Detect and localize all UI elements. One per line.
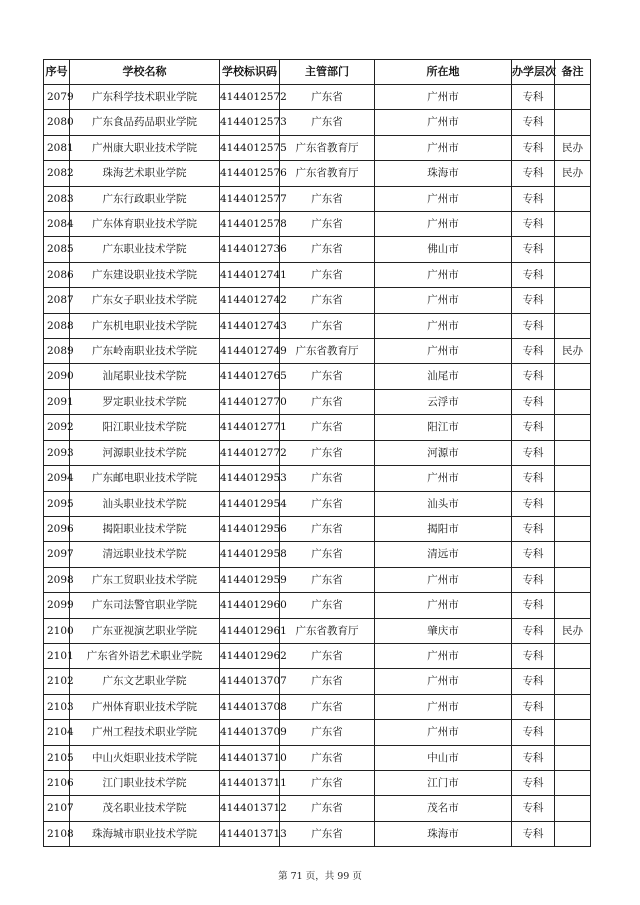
cell-level: 专科 [512,440,555,465]
cell-index: 2081 [44,135,70,160]
table-row [44,339,591,364]
cell-authority: 广东省 [280,720,375,745]
cell-school-name: 广东亚视演艺职业学院 [70,618,220,643]
cell-school-code: 4144012742 [220,288,280,313]
cell-school-name: 广东邮电职业技术学院 [70,466,220,491]
cell-school-name: 广东行政职业学院 [70,186,220,211]
cell-location: 广州市 [375,212,512,237]
university-table [43,59,591,847]
cell-school-code: 4144012956 [220,516,280,541]
table-row [44,618,591,643]
cell-location: 广州市 [375,643,512,668]
table-row [44,745,591,770]
cell-location: 清远市 [375,542,512,567]
cell-authority: 广东省 [280,440,375,465]
cell-school-code: 4144013711 [220,770,280,795]
cell-authority: 广东省 [280,237,375,262]
cell-authority: 广东省 [280,516,375,541]
cell-school-code: 4144012736 [220,237,280,262]
cell-location: 广州市 [375,85,512,110]
cell-index: 2096 [44,516,70,541]
cell-note [555,567,591,592]
cell-location: 广州市 [375,593,512,618]
cell-location: 广州市 [375,110,512,135]
cell-index: 2094 [44,466,70,491]
table-row [44,516,591,541]
table-row [44,186,591,211]
header-school-name: 学校名称 [70,60,220,85]
cell-index: 2104 [44,720,70,745]
header-note: 备注 [555,60,591,85]
table-row [44,466,591,491]
cell-authority: 广东省 [280,567,375,592]
cell-note [555,643,591,668]
cell-location: 广州市 [375,135,512,160]
cell-school-name: 江门职业技术学院 [70,770,220,795]
table-row [44,415,591,440]
cell-school-name: 罗定职业技术学院 [70,389,220,414]
table-row [44,491,591,516]
table-row [44,821,591,846]
cell-school-code: 4144012961 [220,618,280,643]
cell-index: 2079 [44,85,70,110]
cell-school-code: 4144012954 [220,491,280,516]
table-row [44,770,591,795]
cell-note [555,516,591,541]
cell-note [555,364,591,389]
header-level: 办学层次 [512,60,555,85]
cell-school-name: 广东机电职业技术学院 [70,313,220,338]
cell-school-name: 阳江职业技术学院 [70,415,220,440]
cell-school-name: 茂名职业技术学院 [70,796,220,821]
cell-school-code: 4144013710 [220,745,280,770]
page-footer: 第 71 页，共 99 页 [278,871,362,882]
cell-location: 广州市 [375,339,512,364]
cell-note [555,491,591,516]
table-row [44,313,591,338]
cell-index: 2106 [44,770,70,795]
cell-authority: 广东省 [280,796,375,821]
cell-note [555,542,591,567]
cell-authority: 广东省 [280,262,375,287]
cell-index: 2090 [44,364,70,389]
cell-authority: 广东省 [280,821,375,846]
cell-index: 2099 [44,593,70,618]
cell-note: 民办 [555,339,591,364]
cell-note [555,669,591,694]
cell-authority: 广东省 [280,85,375,110]
cell-school-code: 4144012962 [220,643,280,668]
cell-authority: 广东省 [280,186,375,211]
cell-note [555,440,591,465]
table-row [44,593,591,618]
table-row [44,364,591,389]
cell-level: 专科 [512,542,555,567]
cell-school-code: 4144012572 [220,85,280,110]
cell-index: 2101 [44,643,70,668]
cell-school-code: 4144012749 [220,339,280,364]
cell-note: 民办 [555,618,591,643]
cell-index: 2083 [44,186,70,211]
cell-school-name: 广东食品药品职业学院 [70,110,220,135]
cell-school-code: 4144013713 [220,821,280,846]
cell-level: 专科 [512,415,555,440]
cell-index: 2087 [44,288,70,313]
cell-level: 专科 [512,593,555,618]
cell-location: 阳江市 [375,415,512,440]
cell-level: 专科 [512,694,555,719]
cell-school-name: 揭阳职业技术学院 [70,516,220,541]
cell-school-name: 广东文艺职业学院 [70,669,220,694]
cell-note [555,745,591,770]
cell-note [555,720,591,745]
cell-school-code: 4144012772 [220,440,280,465]
cell-note [555,593,591,618]
cell-note: 民办 [555,135,591,160]
cell-level: 专科 [512,669,555,694]
cell-school-code: 4144012953 [220,466,280,491]
cell-index: 2082 [44,161,70,186]
table-body [44,85,591,847]
cell-index: 2097 [44,542,70,567]
cell-location: 珠海市 [375,161,512,186]
cell-school-code: 4144012765 [220,364,280,389]
cell-school-name: 广东工贸职业技术学院 [70,567,220,592]
cell-authority: 广东省教育厅 [280,135,375,160]
cell-school-code: 4144012770 [220,389,280,414]
cell-level: 专科 [512,770,555,795]
cell-level: 专科 [512,110,555,135]
cell-authority: 广东省 [280,466,375,491]
cell-level: 专科 [512,745,555,770]
cell-index: 2100 [44,618,70,643]
cell-authority: 广东省 [280,313,375,338]
cell-note [555,85,591,110]
cell-level: 专科 [512,466,555,491]
cell-authority: 广东省 [280,643,375,668]
cell-level: 专科 [512,135,555,160]
cell-location: 汕头市 [375,491,512,516]
cell-level: 专科 [512,186,555,211]
table-row [44,669,591,694]
cell-level: 专科 [512,313,555,338]
cell-level: 专科 [512,85,555,110]
cell-location: 广州市 [375,186,512,211]
cell-authority: 广东省 [280,694,375,719]
cell-school-name: 广东科学技术职业学院 [70,85,220,110]
cell-school-name: 广州体育职业技术学院 [70,694,220,719]
cell-location: 肇庆市 [375,618,512,643]
cell-index: 2108 [44,821,70,846]
cell-note [555,288,591,313]
cell-location: 江门市 [375,770,512,795]
cell-school-name: 广东女子职业技术学院 [70,288,220,313]
cell-school-name: 汕尾职业技术学院 [70,364,220,389]
cell-level: 专科 [512,339,555,364]
cell-authority: 广东省 [280,593,375,618]
table-row [44,288,591,313]
cell-index: 2103 [44,694,70,719]
cell-location: 广州市 [375,720,512,745]
table-header-row [44,60,591,85]
table-row [44,389,591,414]
cell-index: 2080 [44,110,70,135]
cell-location: 揭阳市 [375,516,512,541]
cell-level: 专科 [512,389,555,414]
cell-note [555,110,591,135]
cell-note [555,186,591,211]
table-row [44,110,591,135]
cell-school-code: 4144013707 [220,669,280,694]
table-row [44,440,591,465]
cell-level: 专科 [512,212,555,237]
cell-index: 2084 [44,212,70,237]
cell-authority: 广东省 [280,415,375,440]
cell-note [555,415,591,440]
cell-location: 广州市 [375,262,512,287]
cell-authority: 广东省教育厅 [280,618,375,643]
cell-index: 2089 [44,339,70,364]
cell-location: 茂名市 [375,796,512,821]
header-school-code: 学校标识码 [220,60,280,85]
cell-level: 专科 [512,618,555,643]
cell-school-code: 4144012741 [220,262,280,287]
cell-school-name: 广东体育职业技术学院 [70,212,220,237]
cell-school-name: 珠海城市职业技术学院 [70,821,220,846]
cell-school-name: 广东职业技术学院 [70,237,220,262]
cell-note [555,237,591,262]
header-location: 所在地 [375,60,512,85]
table-row [44,85,591,110]
cell-location: 佛山市 [375,237,512,262]
cell-authority: 广东省 [280,669,375,694]
cell-school-name: 广东省外语艺术职业学院 [70,643,220,668]
cell-location: 珠海市 [375,821,512,846]
cell-school-name: 广州康大职业技术学院 [70,135,220,160]
cell-authority: 广东省 [280,542,375,567]
cell-index: 2086 [44,262,70,287]
table-row [44,135,591,160]
cell-note [555,262,591,287]
cell-school-code: 4144012959 [220,567,280,592]
cell-location: 广州市 [375,694,512,719]
cell-level: 专科 [512,821,555,846]
cell-authority: 广东省 [280,110,375,135]
header-index: 序号 [44,60,70,85]
cell-location: 广州市 [375,669,512,694]
cell-location: 河源市 [375,440,512,465]
cell-note [555,466,591,491]
cell-school-code: 4144013708 [220,694,280,719]
cell-note [555,770,591,795]
cell-note [555,796,591,821]
cell-school-name: 广东司法警官职业学院 [70,593,220,618]
cell-note [555,821,591,846]
cell-school-name: 中山火炬职业技术学院 [70,745,220,770]
cell-school-name: 广东岭南职业技术学院 [70,339,220,364]
cell-index: 2098 [44,567,70,592]
cell-level: 专科 [512,364,555,389]
cell-level: 专科 [512,567,555,592]
cell-school-code: 4144012577 [220,186,280,211]
cell-school-code: 4144012575 [220,135,280,160]
cell-level: 专科 [512,237,555,262]
cell-note [555,313,591,338]
cell-school-code: 4144012958 [220,542,280,567]
cell-school-name: 珠海艺术职业学院 [70,161,220,186]
cell-level: 专科 [512,516,555,541]
cell-note [555,389,591,414]
table-row [44,720,591,745]
table-row [44,567,591,592]
cell-school-name: 汕头职业技术学院 [70,491,220,516]
table-row [44,262,591,287]
cell-index: 2095 [44,491,70,516]
cell-school-name: 广州工程技术职业学院 [70,720,220,745]
cell-index: 2085 [44,237,70,262]
cell-index: 2092 [44,415,70,440]
table-row [44,212,591,237]
cell-location: 广州市 [375,466,512,491]
table-row [44,237,591,262]
document-sheet [43,59,591,847]
cell-location: 广州市 [375,567,512,592]
cell-school-name: 河源职业技术学院 [70,440,220,465]
cell-level: 专科 [512,288,555,313]
cell-school-code: 4144012771 [220,415,280,440]
cell-authority: 广东省教育厅 [280,339,375,364]
cell-school-name: 广东建设职业技术学院 [70,262,220,287]
cell-note: 民办 [555,161,591,186]
cell-school-code: 4144013709 [220,720,280,745]
cell-location: 中山市 [375,745,512,770]
cell-level: 专科 [512,796,555,821]
cell-school-code: 4144012743 [220,313,280,338]
cell-authority: 广东省 [280,389,375,414]
cell-note [555,212,591,237]
table-row [44,796,591,821]
cell-level: 专科 [512,161,555,186]
table-row [44,643,591,668]
cell-school-code: 4144013712 [220,796,280,821]
cell-school-code: 4144012960 [220,593,280,618]
cell-authority: 广东省 [280,212,375,237]
table-row [44,694,591,719]
cell-authority: 广东省 [280,364,375,389]
cell-index: 2093 [44,440,70,465]
cell-authority: 广东省 [280,491,375,516]
cell-level: 专科 [512,491,555,516]
cell-school-code: 4144012573 [220,110,280,135]
table-row [44,161,591,186]
cell-location: 广州市 [375,288,512,313]
cell-school-name: 清远职业技术学院 [70,542,220,567]
cell-school-code: 4144012578 [220,212,280,237]
cell-authority: 广东省 [280,745,375,770]
table-row [44,542,591,567]
cell-authority: 广东省 [280,288,375,313]
cell-school-code: 4144012576 [220,161,280,186]
cell-index: 2091 [44,389,70,414]
cell-authority: 广东省教育厅 [280,161,375,186]
cell-location: 云浮市 [375,389,512,414]
cell-authority: 广东省 [280,770,375,795]
cell-index: 2107 [44,796,70,821]
cell-note [555,694,591,719]
cell-index: 2088 [44,313,70,338]
cell-index: 2105 [44,745,70,770]
cell-level: 专科 [512,643,555,668]
cell-location: 汕尾市 [375,364,512,389]
cell-index: 2102 [44,669,70,694]
cell-location: 广州市 [375,313,512,338]
cell-level: 专科 [512,262,555,287]
cell-level: 专科 [512,720,555,745]
header-authority: 主管部门 [280,60,375,85]
